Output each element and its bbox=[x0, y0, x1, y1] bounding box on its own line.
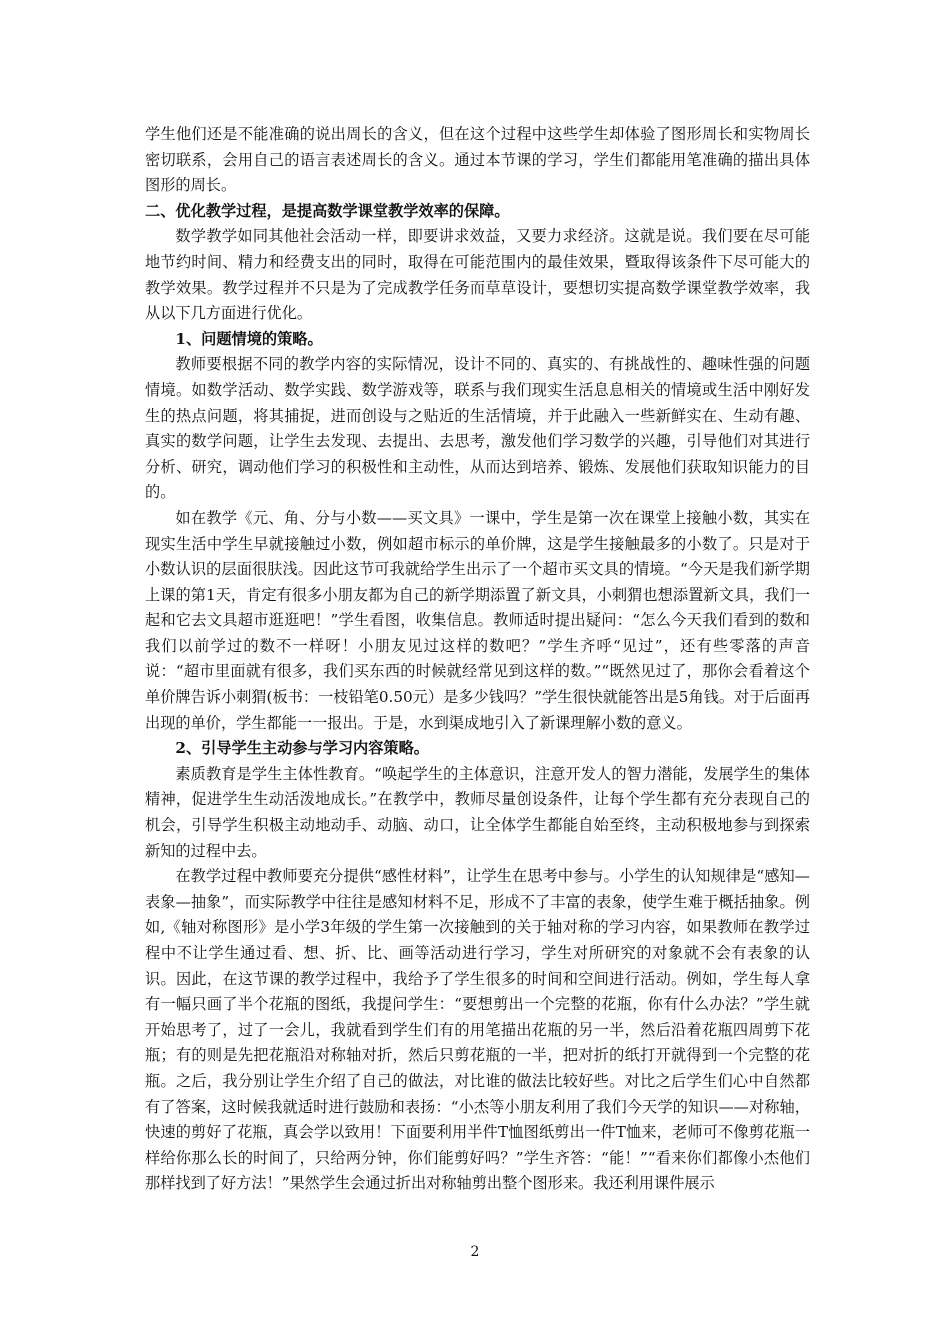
section-heading: 二、优化教学过程，是提高数学课堂教学效率的保障。 bbox=[145, 201, 510, 220]
paragraph: 教师要根据不同的教学内容的实际情况，设计不同的、真实的、有挑战性的、趣味性强的问题情境。如数学活动、数学实践、数学游戏等，联系与我们现实生活息息相关的情境或生活中刚好发生的热点问题，将其捕捉，进而创设与之贴近的生活情境，并于此融入一些新鲜实在、生动有趣、真实的数学问题，让学生去发现、去提出、去思考，激发他们学习数学的兴趣，引导他们对其进行分析、研究，调动他们学习的积极性和主动性，从而达到培养、锻炼、发展他们获取知识能力的目的。 bbox=[145, 355, 810, 502]
subsection-heading: 1、问题情境的策略。 bbox=[175, 329, 323, 348]
page-body bbox=[145, 122, 810, 1197]
paragraph: 如在教学《元、角、分与小数——买文具》一课中，学生是第一次在课堂上接触小数，其实在现实生活中学生早就接触过小数，例如超市标示的单价牌，这是学生接触最多的小数了。只是对于小数认识的层面很肤浅。因此这节可我就给学生出示了一个超市买文具的情境。“今天是我们新学期上课的第1天，肯定有很多小朋友都为自己的新学期添置了新文具，小刺猬也想添置新文具，我们一起和它去文具超市逛逛吧！”学生看图，收集信息。教师适时提出疑问：“怎么今天我们看到的数和我们以前学过的数不一样呀！小朋友见过这样的数吧？”学生齐呼“见过”，还有些零落的声音说：“超市里面就有很多，我们买东西的时候就经常见到这样的数。”“既然见过了，那你会看着这个单价牌告诉小刺猬(板书：一枝铅笔0.50元）是多少钱吗？”学生很快就能答出是5角钱。对于后面再出现的单价，学生都能一一报出。于是，水到渠成地引入了新课理解小数的意义。 bbox=[145, 508, 810, 732]
paragraph-continued: 学生他们还是不能准确的说出周长的含义，但在这个过程中这些学生却体验了图形周长和实物周长密切联系，会用自己的语言表述周长的含义。通过本节课的学习，学生们都能用笔准确的描出具体图形的周长。 bbox=[145, 125, 810, 195]
paragraph: 素质教育是学生主体性教育。“唤起学生的主体意识，注意开发人的智力潜能，发展学生的集体精神，促进学生生动活泼地成长。”在教学中，教师尽量创设条件，让每个学生都有充分表现自己的机会，引导学生积极主动地动手、动脑、动口，让全体学生都能自始至终，主动积极地参与到探索新知的过程中去。 bbox=[145, 764, 810, 860]
subsection-heading: 2、引导学生主动参与学习内容策略。 bbox=[175, 739, 429, 758]
paragraph: 在教学过程中教师要充分提供“感性材料”，让学生在思考中参与。小学生的认知规律是“感知—表象—抽象”，而实际教学中往往是感知材料不足，形成不了丰富的表象，使学生难于概括抽象。例如,《轴对称图形》是小学3年级的学生第一次接触到的关于轴对称的学习内容，如果教师在教学过程中不让学生通过看、想、折、比、画等活动进行学习，学生对所研究的对象就不会有表象的认识。因此，在这节课的教学过程中，我给予了学生很多的时间和空间进行活动。例如，学生每人拿有一幅只画了半个花瓶的图纸，我提问学生：“要想剪出一个完整的花瓶，你有什么办法？”学生就开始思考了，过了一会儿，我就看到学生们有的用笔描出花瓶的另一半，然后沿着花瓶四周剪下花瓶；有的则是先把花瓶沿对称轴对折，然后只剪花瓶的一半，把对折的纸打开就得到一个完整的花瓶。之后，我分别让学生介绍了自己的做法，对比谁的做法比较好些。对比之后学生们心中自然都有了答案，这时候我就适时进行鼓励和表扬：“小杰等小朋友利用了我们今天学的知识——对称轴，快速的剪好了花瓶，真会学以致用！下面要利用半件T恤图纸剪出一件T恤来，老师可不像剪花瓶一样给你那么长的时间了，只给两分钟，你们能剪好吗？”学生齐答：“能！”“看来你们都像小杰他们那样找到了好方法！”果然学生会通过折出对称轴剪出整个图形来。我还利用课件展示 bbox=[145, 867, 810, 1193]
paragraph: 数学教学如同其他社会活动一样，即要讲求效益，又要力求经济。这就是说。我们要在尽可能地节约时间、精力和经费支出的同时，取得在可能范围内的最佳效果，暨取得该条件下尽可能大的教学效果。教学过程并不只是为了完成教学任务而草草设计，要想切实提高数学课堂教学效率，我从以下几方面进行优化。 bbox=[145, 227, 810, 323]
page-number: 2 bbox=[470, 1244, 480, 1260]
